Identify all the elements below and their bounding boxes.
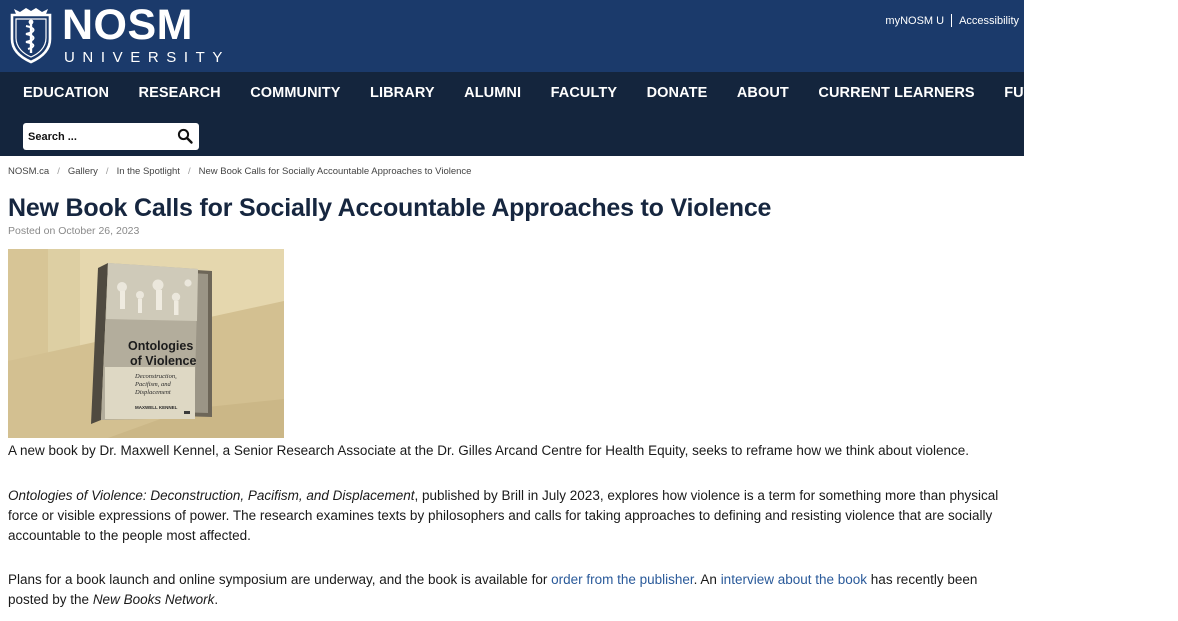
description-text: , published by Brill in July 2023, explores how violence is a term for something more than physical force or visible expressions of power. The research examines texts by philosophers and calls for taking approaches to defining and resisting violence that are socially accountable to the people most affected. xyxy=(8,488,999,543)
brand-sub: UNIVERSITY xyxy=(64,48,231,66)
description-paragraph xyxy=(8,486,1020,546)
page-title: New Book Calls for Socially Accountable Approaches to Violence xyxy=(8,194,772,222)
search-icon[interactable] xyxy=(177,128,193,144)
breadcrumb xyxy=(8,166,471,177)
book-subtitle-line1: Deconstruction, xyxy=(135,373,177,380)
book-title-line2: of Violence xyxy=(130,354,197,368)
book-title-italic: Ontologies of Violence: Deconstruction, Pacifism, and Displacement xyxy=(8,488,415,503)
breadcrumb-current: New Book Calls for Socially Accountable Approaches to Violence xyxy=(198,166,472,177)
utility-divider xyxy=(951,14,952,27)
interview-link[interactable]: interview about the book xyxy=(720,572,868,587)
availability-text-2: . An xyxy=(693,572,721,587)
nav-community[interactable]: COMMUNITY xyxy=(250,85,341,101)
book-title-line1: Ontologies xyxy=(128,339,194,353)
accessibility-link[interactable]: Accessibility xyxy=(959,14,1019,27)
post-date: Posted on October 26, 2023 xyxy=(8,225,140,237)
intro-paragraph: A new book by Dr. Maxwell Kennel, a Senior Research Associate at the Dr. Gilles Arcand Centre for Health Equity, seeks to reframe how we think about violence. xyxy=(8,443,969,458)
nav-donate[interactable]: DONATE xyxy=(646,85,708,101)
mynosm-link[interactable]: myNOSM U xyxy=(885,14,945,27)
nav-about[interactable]: ABOUT xyxy=(736,85,789,101)
nav-faculty[interactable]: FACULTY xyxy=(550,85,618,101)
breadcrumb-in-the-spotlight[interactable]: In the Spotlight xyxy=(116,166,180,177)
breadcrumb-separator: / xyxy=(57,166,60,177)
availability-text-1: Plans for a book launch and online symposium are underway, and the book is available for xyxy=(8,572,552,587)
availability-paragraph xyxy=(8,570,1020,610)
nav-future-learners[interactable]: FUTURE LEARNERS xyxy=(1004,85,1149,101)
breadcrumb-separator: / xyxy=(187,166,191,177)
book-cover-image xyxy=(8,249,284,438)
breadcrumb-home[interactable]: NOSM.ca xyxy=(8,166,50,177)
wordmark xyxy=(62,0,231,66)
nav-list xyxy=(23,85,1178,101)
nosm-logo-link[interactable] xyxy=(8,0,231,66)
nosm-crest-icon xyxy=(8,5,54,63)
breadcrumb-separator: / xyxy=(105,166,109,177)
book-subtitle-line3: Displacement xyxy=(135,389,171,396)
brand-name: NOSM xyxy=(62,0,193,49)
nav-research[interactable]: RESEARCH xyxy=(138,85,221,101)
breadcrumb-gallery[interactable]: Gallery xyxy=(67,166,98,177)
search-input[interactable] xyxy=(23,124,171,149)
order-from-publisher-link[interactable]: order from the publisher xyxy=(551,572,694,587)
nav-library[interactable]: LIBRARY xyxy=(370,85,435,101)
nav-alumni[interactable]: ALUMNI xyxy=(464,85,522,101)
nav-current-learners[interactable]: CURRENT LEARNERS xyxy=(818,85,975,101)
availability-text-3: has recently been posted by the xyxy=(8,572,978,607)
new-books-network-italic: New Books Network xyxy=(92,592,215,607)
book-subtitle-line2: Pacifism, and xyxy=(135,381,171,388)
book-author: MAXWELL KENNEL xyxy=(135,405,178,410)
nav-education[interactable]: EDUCATION xyxy=(23,85,110,101)
utility-links xyxy=(885,14,1019,27)
search-box xyxy=(23,123,199,150)
top-bar xyxy=(0,0,1024,72)
availability-text-4: . xyxy=(214,592,219,607)
main-nav xyxy=(0,72,1149,156)
